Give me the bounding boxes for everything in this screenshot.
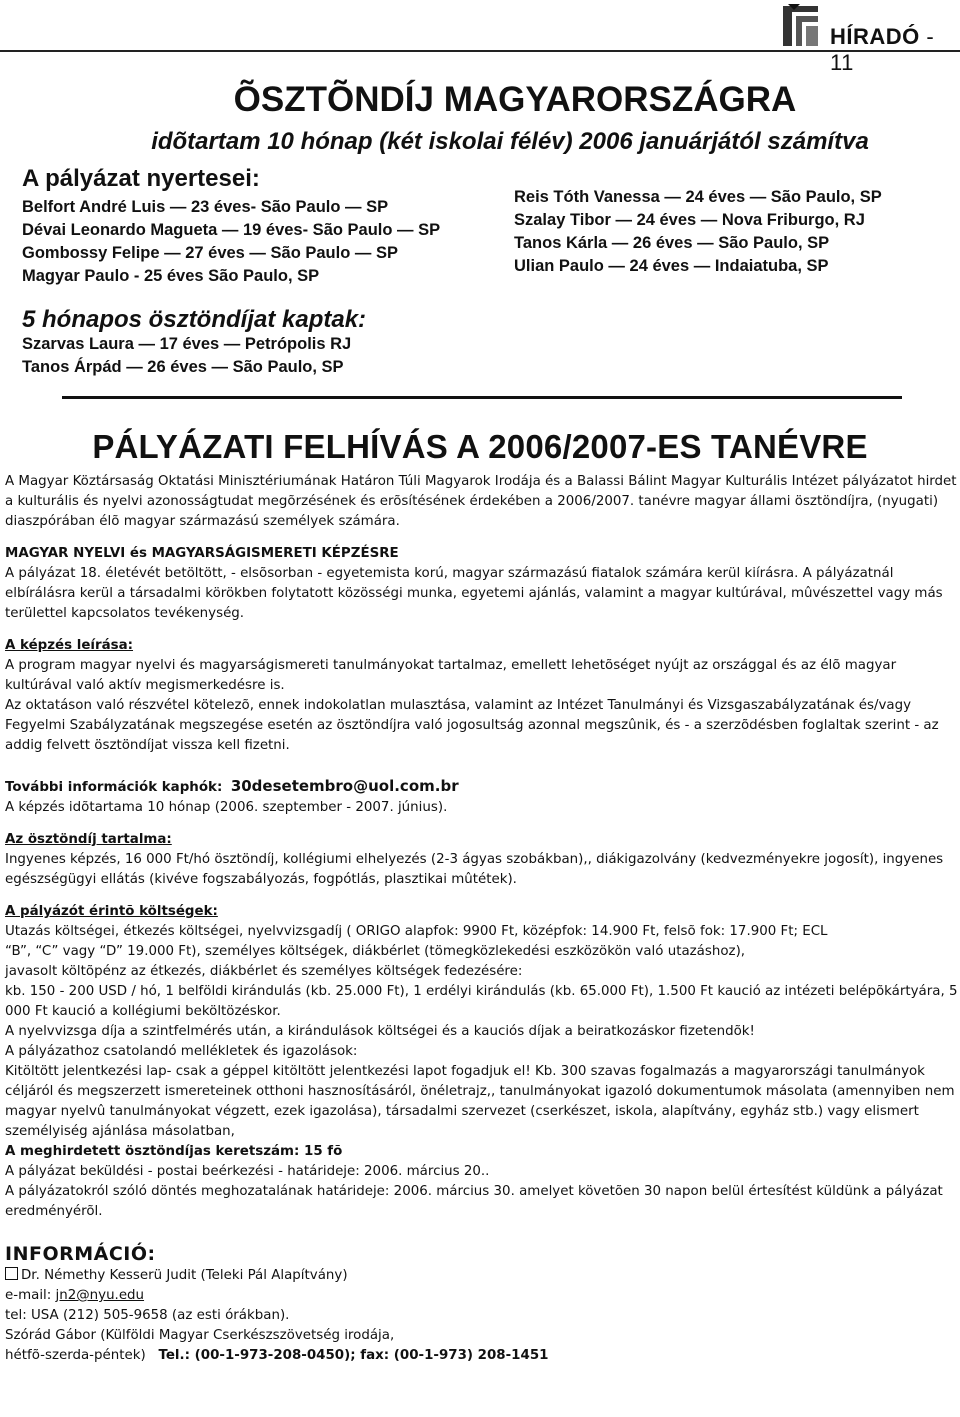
magazine-logo bbox=[780, 2, 822, 50]
costs-line: javasolt költõpénz az étkezés, diákbérlet és személyes költségek fedezésére: bbox=[5, 964, 523, 979]
winner-item: Reis Tóth Vanessa — 24 éves — São Paulo, SP bbox=[514, 188, 882, 206]
winner-item: Szalay Tibor — 24 éves — Nova Friburgo, RJ bbox=[514, 211, 865, 229]
costs-line: kb. 150 - 200 USD / hó, 1 belföldi kirándulás (kb. 25.000 Ft), 1 erdélyi kirándulás (kb. 65.000 Ft), 1.500 Ft kaució az intézeti belépõkártyára, 5 000 Ft kaució a kollégiumi beköltözéskor. bbox=[5, 984, 958, 1019]
deadline-decision: A pályázatokról szóló döntés meghozatalának határideje: 2006. március 30. amelyet követõen 30 napon belül értesítést küldünk a pályázat eredményérõl. bbox=[5, 1184, 943, 1219]
winner-item: Ulian Paulo — 24 éves — Indaiatuba, SP bbox=[514, 257, 829, 275]
info-heading: INFORMÁCIÓ: bbox=[5, 1243, 156, 1265]
checkbox-icon bbox=[5, 1267, 18, 1280]
costs-line: “B”, “C” vagy “D” 19.000 Ft), személyes költségek, diákbérlet (tömegközlekedési eszközökön való utazáshoz), bbox=[5, 944, 746, 959]
call-body bbox=[5, 472, 960, 1366]
costs-line: A nyelvvizsga díja a szintfelmérés után, a kirándulások költségei és a kauciós díjak a beiratkozáskor fizetendõk! bbox=[5, 1024, 755, 1039]
winners-list-left bbox=[22, 196, 440, 288]
email-label: e-mail: bbox=[5, 1288, 52, 1303]
half-scholarship-list bbox=[22, 333, 351, 379]
winner-item: Belfort André Luis — 23 éves- São Paulo — SP bbox=[22, 198, 389, 216]
costs-line: Kitöltött jelentkezési lap- csak a géppel kitöltött jelentkezési lapot fogadjuk el! Kb. 300 szavas fogalmazás a magyarországi tanulmányok céljáról és megszerzett ismereteinek otthoni hasznosításáról, önéletrajz,, tanulmányokat igazoló dokumentumok másolata (amennyiben nem magyar nyelvû tanulmányokat végzett, ezek igazolása), társadalmi szervezet (cserkészet, iskola, alapítvány, egyház stb.) vagy elismert személyiség ajánlása másolatban, bbox=[5, 1064, 955, 1139]
magazine-name: HÍRADÓ bbox=[830, 24, 920, 49]
description-paragraph-2: Az oktatáson való részvétel kötelezõ, ennek indokolatlan mulasztása, valamint az Intézet Tanulmányi és Vizsgaszabályzatának és/vagy Fegyelmi Szabályzatának megszegése esetén az ösztöndíjra való jogosultság azonnal megszûnik, és - a szerzõdésben foglaltak szerint - az addig felvett ösztöndíjat vissza kell fizetni. bbox=[5, 698, 939, 753]
call-intro: A Magyar Köztársaság Oktatási Minisztériumának Határon Túli Magyarok Irodája és a Balassi Bálint Magyar Kulturális Intézet pályázatot hirdet a kulturális és nyelvi azonosságtudat megõrzésének és erõsítésének érdekében a 2006/2007. tanévre magyar állami ösztöndíjra, (nyugati) diaszpórában élõ magyar származású személyek számára. bbox=[5, 474, 957, 529]
page-subtitle: idõtartam 10 hónap (két iskolai félév) 2006 januárjától számítva bbox=[151, 128, 869, 155]
description-heading: A képzés leírása: bbox=[5, 638, 134, 653]
contact-name-2: Szórád Gábor (Külföldi Magyar Cserkészszövetség irodája, bbox=[5, 1328, 395, 1343]
call-title: PÁLYÁZATI FELHÍVÁS A 2006/2007-ES TANÉVRE bbox=[92, 428, 868, 465]
winners-list-right bbox=[514, 186, 882, 278]
half-scholarship-item: Tanos Árpád — 26 éves — São Paulo, SP bbox=[22, 358, 344, 376]
winner-item: Gombossy Felipe — 27 éves — São Paulo — SP bbox=[22, 244, 398, 262]
winner-item: Dévai Leonardo Magueta — 19 éves- São Paulo — SP bbox=[22, 221, 441, 239]
content-text: Ingyenes képzés, 16 000 Ft/hó ösztöndíj, kollégiumi elhelyezés (2-3 ágyas szobákban),, diákigazolvány (kedvezményekre jogosít), ingyenes egészségügyi ellátás (kivéve fogszabályozás, fogpótlás, plasztikai mûtétek). bbox=[5, 852, 944, 887]
contact-name-1: Dr. Némethy Kesserü Judit (Teleki Pál Alapítvány) bbox=[21, 1268, 348, 1283]
description-paragraph-1: A program magyar nyelvi és magyarságismereti tanulmányokat tartalmaz, emellett lehetõséget nyújt az országgal és az élõ magyar kultúrával való aktív megismerkedésre is. bbox=[5, 658, 897, 693]
section-divider bbox=[62, 396, 902, 399]
header-title bbox=[830, 24, 960, 76]
winner-item: Magyar Paulo - 25 éves São Paulo, SP bbox=[22, 267, 320, 285]
page-number: - 11 bbox=[830, 24, 935, 75]
half-scholarship-heading: 5 hónapos ösztöndíjat kaptak: bbox=[22, 306, 367, 333]
winner-item: Tanos Kárla — 26 éves — São Paulo, SP bbox=[514, 234, 830, 252]
contact-phones: Tel.: (00-1-973-208-0450); fax: (00-1-973) 208-1451 bbox=[158, 1348, 549, 1363]
office-hours: hétfõ-szerda-péntek) bbox=[5, 1348, 146, 1363]
header-rule bbox=[0, 50, 960, 52]
page-title: ÕSZTÕNDÍJ MAGYARORSZÁGRA bbox=[233, 80, 797, 119]
more-info-email-link[interactable]: 30desetembro@uol.com.br bbox=[230, 777, 459, 795]
quota-text: A meghirdetett ösztöndíjas keretszám: 15 fõ bbox=[5, 1144, 343, 1159]
contact-email-link[interactable]: jn2@nyu.edu bbox=[55, 1288, 145, 1303]
program-heading: MAGYAR NYELVI és MAGYARSÁGISMERETI KÉPZÉSRE bbox=[5, 546, 399, 561]
winners-heading: A pályázat nyertesei: bbox=[22, 165, 260, 192]
content-heading: Az ösztöndíj tartalma: bbox=[5, 832, 172, 847]
half-scholarship-item: Szarvas Laura — 17 éves — Petrópolis RJ bbox=[22, 335, 352, 353]
deadline-submission: A pályázat beküldési - postai beérkezési - határideje: 2006. március 20.. bbox=[5, 1164, 490, 1179]
contact-tel: tel: USA (212) 505-9658 (az esti órákban). bbox=[5, 1308, 290, 1323]
more-info-label: További információk kaphók: bbox=[5, 780, 223, 795]
costs-heading: A pályázót érintõ költségek: bbox=[5, 904, 218, 919]
program-text: A pályázat 18. életévét betöltött, - elsõsorban - egyetemista korú, magyar származású fiatalok számára kerül kiírásra. A pályázatnál elbírálásra kerül a társadalmi körökben folytatott közösségi munka, egyetemi ajánlás, valamint a magyar kultúrával, mûvészettel vagy más területtel kapcsolatos tevékenység. bbox=[5, 566, 943, 621]
costs-line: A pályázathoz csatolandó mellékletek és igazolások: bbox=[5, 1044, 358, 1059]
duration-text: A képzés idõtartama 10 hónap (2006. szeptember - 2007. június). bbox=[5, 800, 448, 815]
costs-line: Utazás költségei, étkezés költségei, nyelvvizsgadíj ( ORIGO alapfok: 9900 Ft, középfok: 14.900 Ft, felsõ fok: 17.900 Ft; ECL bbox=[5, 924, 828, 939]
